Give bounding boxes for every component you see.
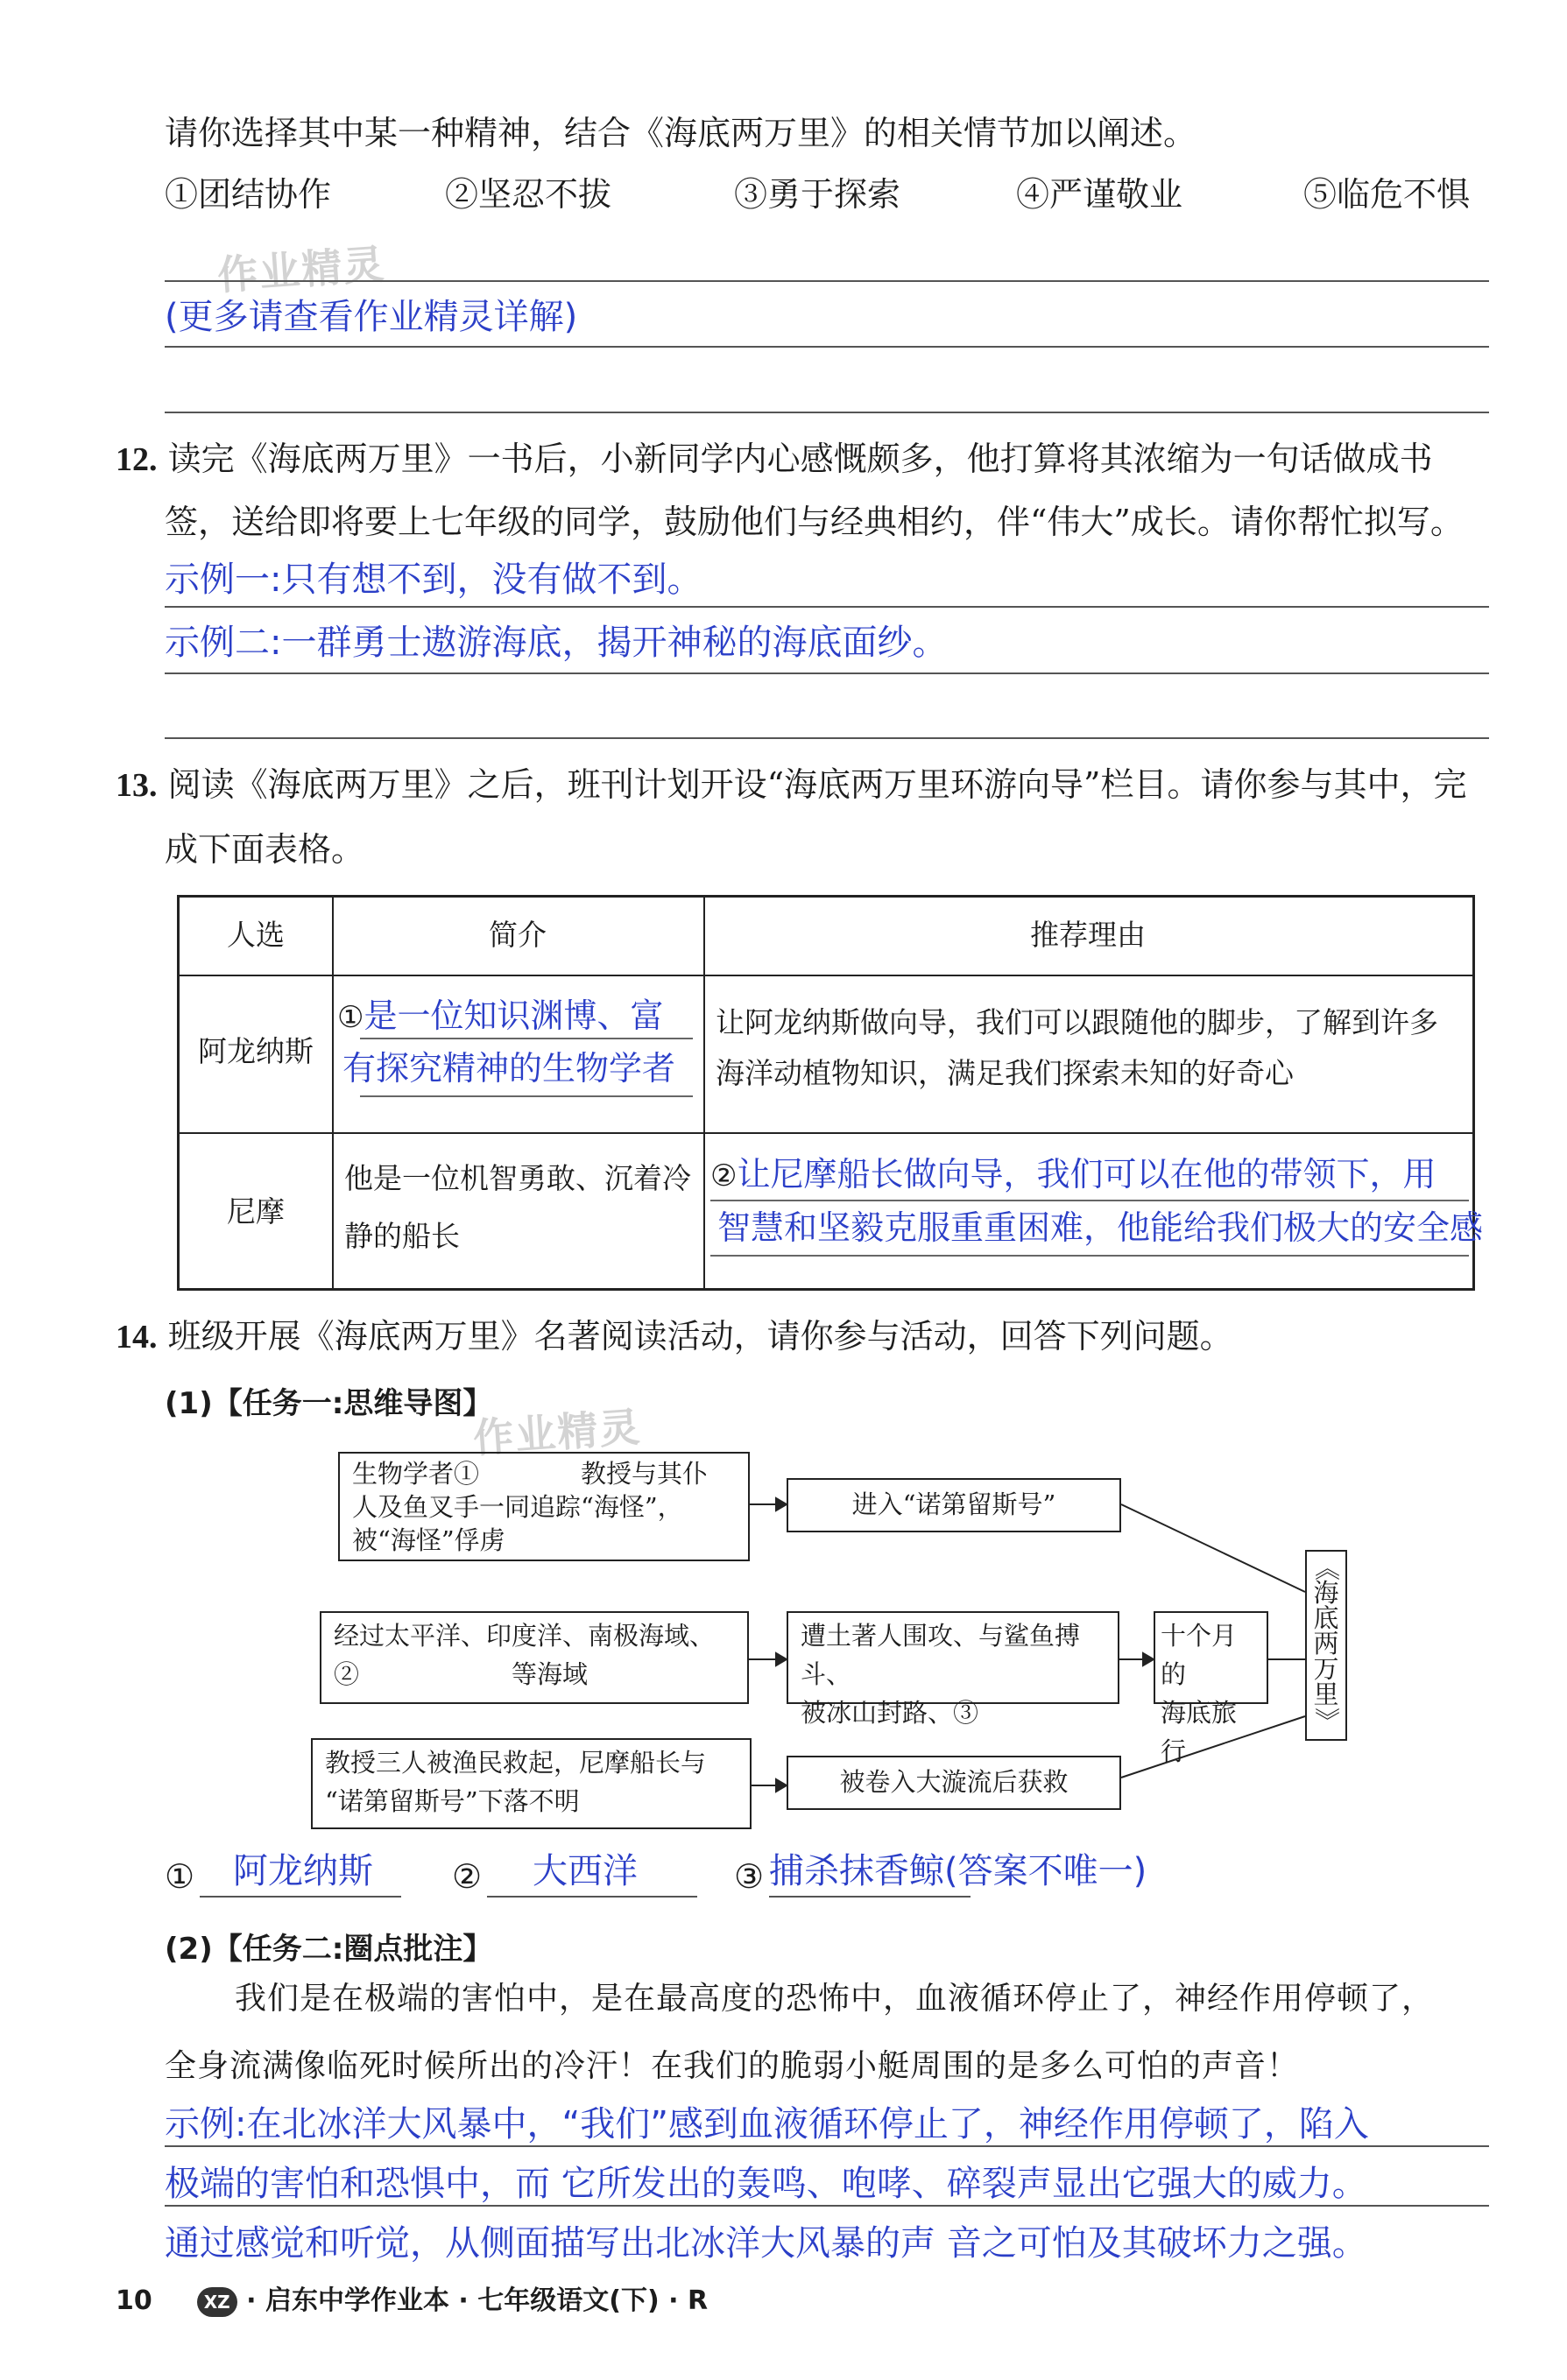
- watermark: 作业精灵: [215, 240, 387, 299]
- publisher-badge: XZ: [197, 2287, 237, 2317]
- q11-options: [165, 173, 1479, 217]
- q12-text: 读完《海底两万里》一书后，小新同学内心感慨颇多，他打算将其浓缩为一句话做成书: [167, 440, 1433, 478]
- map-box-whirlpool: 被卷入大漩流后获救: [787, 1756, 1121, 1810]
- answer-1: 阿龙纳斯: [233, 1851, 373, 1891]
- box-line: 遭土著人围攻、与鲨鱼搏斗、: [801, 1621, 1081, 1689]
- title-char: 万: [1313, 1654, 1339, 1684]
- q13-line1: [116, 764, 1466, 806]
- box-line: 被冰山封路、③: [801, 1698, 979, 1728]
- box-line: 被“海怪”俘虏: [352, 1525, 505, 1555]
- blank-mark: ①: [165, 1857, 195, 1896]
- blank-mark: ③: [734, 1857, 765, 1896]
- blank-mark: ①: [337, 1000, 364, 1035]
- header-reason: 推荐理由: [1030, 918, 1146, 952]
- map-box-ten-months: [1154, 1611, 1268, 1766]
- q13-text: 阅读《海底两万里》之后，班刊计划开设“海底两万里环游向导”栏目。请你参与其中，完: [167, 765, 1467, 804]
- watermark: 作业精灵: [471, 1403, 643, 1462]
- passage-line2: 全身流满像临死时候所出的冷汗！在我们的脆弱小艇周围的是多么可怕的声音！: [165, 2048, 1300, 2084]
- answer-line: [165, 737, 1489, 739]
- box-line: “诺第留斯号”下落不明: [325, 1786, 580, 1816]
- q11-answer: (更多请查看作业精灵详解): [165, 297, 578, 337]
- box-line: 十个月的: [1161, 1621, 1238, 1689]
- row1-intro: [337, 989, 703, 1045]
- passage-line1: 我们是在极端的害怕中，是在最高度的恐怖中，血液循环停止了，神经作用停顿了，: [235, 1981, 1435, 2017]
- option-2: ②坚忍不拔: [445, 175, 612, 214]
- box-line: 人及鱼叉手一同追踪“海怪”，: [352, 1492, 683, 1522]
- row1-name: 阿龙纳斯: [198, 1034, 314, 1068]
- map-box-dangers: [787, 1611, 1119, 1728]
- map-box-route: [320, 1611, 749, 1704]
- map-box-title: [1305, 1550, 1347, 1741]
- map-box-rescued: [311, 1738, 752, 1829]
- answer-line: [165, 672, 1489, 674]
- annotation-line3: 通过感觉和听觉，从侧面描写出北冰洋大风暴的声 音之可怕及其破坏力之强。: [165, 2223, 1367, 2264]
- annotation-line1: 示例:在北冰洋大风暴中，“我们”感到血液循环停止了，神经作用停顿了，陷入: [165, 2104, 1369, 2144]
- answer-2: 大西洋: [533, 1851, 638, 1891]
- map-box-capture: [338, 1452, 750, 1561]
- box-line: 生物学者① 教授与其仆: [352, 1459, 709, 1489]
- q11-prompt: 请你选择其中某一种精神，结合《海底两万里》的相关情节加以阐述。: [165, 114, 1197, 152]
- blank-mark: ②: [710, 1158, 738, 1194]
- row2-name: 尼摩: [227, 1194, 285, 1229]
- title-char: 海: [1313, 1578, 1339, 1608]
- annotation-line2: 极端的害怕和恐惧中，而 它所发出的轰鸣、咆哮、碎裂声显出它强大的威力。: [165, 2164, 1367, 2204]
- row2-intro-b: 静的船长: [344, 1219, 460, 1253]
- option-1: ①团结协作: [165, 175, 332, 214]
- blank-mark: ②: [452, 1857, 483, 1896]
- box-line: 经过太平洋、印度洋、南极海域、: [334, 1621, 716, 1651]
- task2-heading: (2)【任务二:圈点批注】: [165, 1932, 493, 1967]
- page-footer: [116, 2278, 708, 2317]
- title-char: 》: [1311, 1707, 1342, 1733]
- question-number: 14.: [116, 1319, 158, 1355]
- row1-reason-b: 海洋动植物知识，满足我们探索未知的好奇心: [716, 1056, 1294, 1090]
- header-intro: 简介: [489, 918, 547, 952]
- answer-line: [165, 412, 1489, 413]
- row2-reason-answer-b: 智慧和坚毅克服重重困难，他能给我们极大的安全感: [717, 1208, 1484, 1247]
- box-line: 教授三人被渔民救起，尼摩船长与: [325, 1748, 707, 1778]
- row2-intro-a: 他是一位机智勇敢、沉着冷: [344, 1161, 691, 1195]
- box-line: 海底旅行: [1161, 1698, 1238, 1766]
- row2-reason-answer-a: 让尼摩船长做向导，我们可以在他的带领下，用: [737, 1155, 1436, 1194]
- title-char: 里: [1313, 1679, 1339, 1709]
- mind-map-answers: [165, 1843, 1391, 1905]
- row1-intro-answer-a: 是一位知识渊博、富: [364, 996, 664, 1035]
- box-line: ② 等海域: [334, 1659, 589, 1689]
- option-3: ③勇于探索: [734, 175, 901, 214]
- recommend-table: [177, 895, 1484, 1291]
- row1-intro-answer-b: 有探究精神的生物学者: [342, 1049, 676, 1088]
- title-char: 《: [1311, 1554, 1342, 1581]
- question-number: 12.: [116, 441, 158, 478]
- question-number: 13.: [116, 767, 158, 804]
- answer-line: [165, 346, 1489, 348]
- q12-answer1: 示例一:只有想不到，没有做不到。: [165, 560, 702, 600]
- row1-reason-a: 让阿龙纳斯做向导，我们可以跟随他的脚步，了解到许多: [716, 1005, 1438, 1039]
- title-char: 底: [1313, 1603, 1339, 1633]
- answer-line: [165, 280, 1489, 282]
- q13-line2: 成下面表格。: [165, 830, 365, 869]
- header-person: 人选: [227, 918, 285, 952]
- answer-3: 捕杀抹香鲸(答案不唯一): [769, 1851, 1147, 1891]
- option-5: ⑤临危不惧: [1303, 175, 1471, 214]
- title-char: 两: [1313, 1629, 1339, 1658]
- answer-line: [165, 606, 1489, 608]
- q14-line1: [116, 1315, 1233, 1358]
- q12-line2: 签，送给即将要上七年级的同学，鼓励他们与经典相约，伴“伟大”成长。请你帮忙拟写。: [165, 503, 1464, 541]
- q12-line1: [116, 438, 1433, 481]
- map-box-enter: 进入“诺第留斯号”: [787, 1478, 1121, 1532]
- row2-reason-a: [710, 1147, 1499, 1203]
- option-4: ④严谨敬业: [1016, 175, 1183, 214]
- page-number: 10: [116, 2285, 152, 2316]
- footer-title: · 启东中学作业本 · 七年级语文(下) · R: [246, 2285, 709, 2316]
- q12-answer2: 示例二:一群勇士遨游海底，揭开神秘的海底面纱。: [165, 623, 948, 663]
- task1-heading: (1)【任务一:思维导图】: [165, 1386, 493, 1421]
- q14-text: 班级开展《海底两万里》名著阅读活动，请你参与活动，回答下列问题。: [167, 1317, 1233, 1355]
